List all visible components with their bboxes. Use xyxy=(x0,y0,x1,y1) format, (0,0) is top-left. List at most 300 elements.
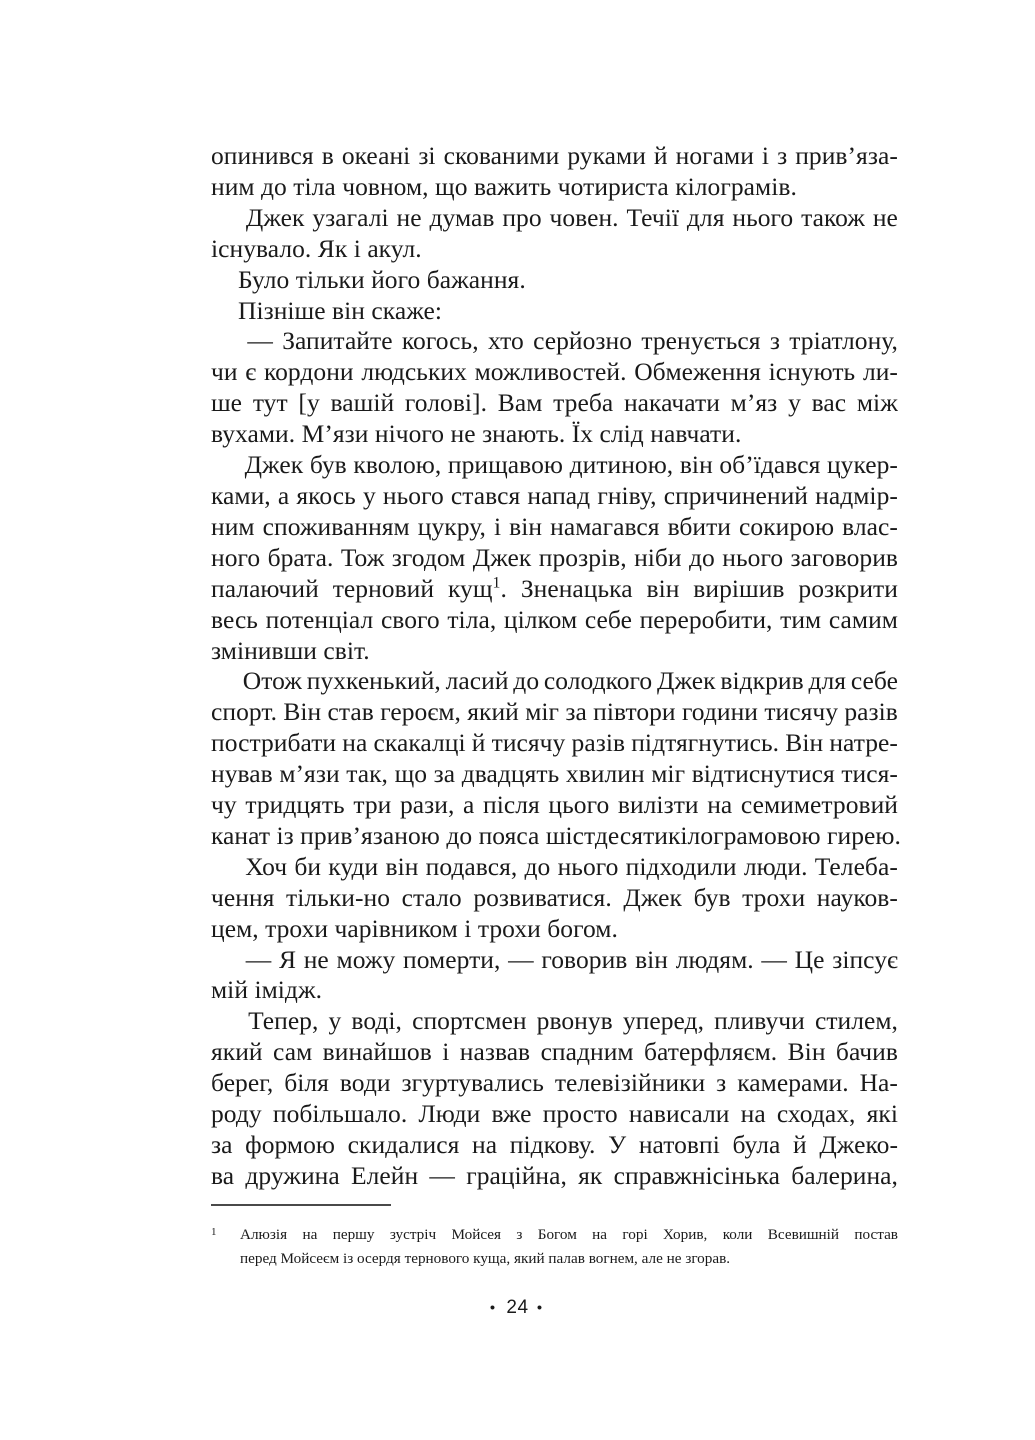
word: ками, xyxy=(211,480,271,510)
word: Було xyxy=(238,264,290,294)
paragraph xyxy=(211,1006,898,1191)
word: говорив xyxy=(541,944,628,974)
paragraph-indent xyxy=(211,203,238,234)
word: Це xyxy=(794,944,825,974)
word: формою xyxy=(245,1130,336,1159)
word: і xyxy=(464,913,472,943)
word: зустріч xyxy=(389,1226,437,1243)
word: тися- xyxy=(841,759,898,789)
word: винайшов xyxy=(322,1037,432,1067)
word: кілограмів. xyxy=(675,171,797,201)
word: трохи xyxy=(265,913,329,943)
word: роду xyxy=(211,1099,262,1129)
word: рвонув xyxy=(536,1006,613,1036)
word: куща, xyxy=(473,1250,511,1267)
text-line xyxy=(211,326,898,357)
word: Джек xyxy=(245,202,305,232)
word: вже xyxy=(491,1099,532,1129)
footnote-reference[interactable]: 1 xyxy=(492,574,501,592)
word: весь xyxy=(211,604,258,634)
word: [у xyxy=(298,388,320,418)
word: для xyxy=(808,666,847,696)
word: підходили xyxy=(625,851,737,881)
word: а xyxy=(277,480,290,510)
word: нього xyxy=(722,542,784,572)
word: важить xyxy=(473,171,552,201)
word: з xyxy=(516,1226,523,1243)
word: разів xyxy=(571,728,626,758)
word: сам xyxy=(273,1037,313,1067)
word: когось, xyxy=(401,326,479,356)
word: цем, xyxy=(211,913,259,943)
word: спричинений xyxy=(663,480,809,510)
word: також xyxy=(801,202,865,232)
word: богом. xyxy=(547,913,618,943)
word: Хоч xyxy=(245,851,288,881)
word: Телеба- xyxy=(814,851,898,881)
word: знають. xyxy=(482,419,566,449)
text-line xyxy=(211,172,898,203)
word: цього xyxy=(548,790,610,820)
word: м’язи xyxy=(279,759,340,789)
word: прищавою xyxy=(447,450,563,480)
word: тернового xyxy=(404,1250,470,1267)
text-line xyxy=(211,388,898,419)
word: стало xyxy=(401,882,462,912)
text-line xyxy=(211,512,898,543)
text-line xyxy=(211,790,898,821)
paragraph-indent xyxy=(211,450,238,481)
word: як xyxy=(578,1160,603,1190)
word: Богом xyxy=(537,1226,577,1243)
word: потенціал xyxy=(265,604,374,634)
word: не xyxy=(396,202,422,232)
word: Я xyxy=(278,944,297,974)
word: себе xyxy=(584,604,632,634)
word: осердя xyxy=(357,1250,401,1267)
text-line xyxy=(211,605,898,636)
page-number-value: 24 xyxy=(506,1297,529,1318)
word: кордони xyxy=(263,357,354,387)
word: що xyxy=(435,171,468,201)
word: за xyxy=(433,759,456,789)
word: першу xyxy=(332,1226,375,1243)
word: опинився xyxy=(211,141,314,170)
word: існують xyxy=(768,357,856,387)
text-line xyxy=(211,1099,898,1130)
word: скаже: xyxy=(371,295,443,325)
word: якось xyxy=(296,480,356,510)
text-line xyxy=(211,914,898,945)
word: імідж. xyxy=(254,975,323,1005)
footnote-block xyxy=(211,1204,898,1271)
word: прив’яза- xyxy=(795,141,898,170)
word: тридцять xyxy=(245,790,345,820)
word: ли- xyxy=(862,357,898,387)
word: трохи xyxy=(742,882,806,912)
word: спортсмен xyxy=(412,1006,527,1036)
footnote-lines xyxy=(240,1223,898,1271)
word: бажання. xyxy=(426,264,526,294)
word: надмір- xyxy=(815,480,898,510)
word: на xyxy=(592,1226,608,1243)
word: у xyxy=(328,1006,342,1036)
word: його xyxy=(371,264,421,294)
word: серйозно xyxy=(533,326,633,356)
word: солодкого xyxy=(543,666,653,696)
word: тут xyxy=(252,388,288,418)
word: можу xyxy=(336,944,396,974)
text-line xyxy=(211,234,898,265)
word: пухкенький, xyxy=(306,666,441,696)
word: гирею. xyxy=(827,820,901,850)
word: підтягнутись. xyxy=(631,728,780,758)
word: не xyxy=(303,944,329,974)
text-line xyxy=(211,728,898,759)
word: об’їдався xyxy=(719,450,821,480)
word: самим xyxy=(828,604,898,634)
word: хто xyxy=(487,326,524,356)
text-line xyxy=(211,141,898,172)
word: тріатлону, xyxy=(789,326,898,356)
word: Запитайте xyxy=(282,326,393,356)
word: Як xyxy=(317,233,348,263)
paragraph xyxy=(211,666,901,851)
word: камерами. xyxy=(737,1068,849,1098)
word: думав xyxy=(429,202,495,232)
word: рази, xyxy=(399,790,455,820)
word: ним xyxy=(211,511,255,541)
word: просто xyxy=(542,1099,618,1129)
word: себе xyxy=(850,666,898,696)
word: вогнем, xyxy=(588,1250,638,1267)
word: переробити, xyxy=(639,604,773,634)
word: чу xyxy=(211,790,237,820)
word: ним xyxy=(211,171,255,201)
word: нього xyxy=(382,480,444,510)
word: нічого xyxy=(374,419,445,449)
word: з xyxy=(769,326,780,356)
text-line xyxy=(211,481,898,512)
word: на xyxy=(707,790,733,820)
word: біля xyxy=(284,1068,329,1098)
word: Він xyxy=(283,697,322,727)
word: на xyxy=(740,1099,766,1129)
word: Джек xyxy=(244,450,304,480)
word: людських xyxy=(361,357,467,387)
word: ласий xyxy=(445,666,509,696)
text-line xyxy=(211,1037,898,1068)
text-line xyxy=(211,945,898,976)
word: Джек xyxy=(472,542,532,572)
page-number xyxy=(0,1297,1035,1319)
word: міг xyxy=(525,697,560,727)
word: ва xyxy=(211,1160,235,1190)
text-line xyxy=(211,1006,898,1037)
word: телевізійники xyxy=(554,1068,706,1098)
word: Пізніше xyxy=(238,295,326,325)
word: постав xyxy=(854,1226,898,1243)
word: слід xyxy=(599,419,644,449)
word: уперед, xyxy=(622,1006,704,1036)
word: Елейн xyxy=(350,1160,419,1190)
word: човном, xyxy=(342,171,429,201)
word: і xyxy=(442,1037,450,1067)
word: свого xyxy=(380,604,440,634)
word: води xyxy=(339,1068,391,1098)
word: існувало. xyxy=(211,233,312,263)
word: назвав xyxy=(459,1037,531,1067)
word: згодом xyxy=(391,542,466,572)
word: Обмеження xyxy=(634,357,761,387)
paragraph-indent xyxy=(211,326,238,357)
word: і xyxy=(353,233,361,263)
word: став xyxy=(327,697,374,727)
word: разів xyxy=(844,697,898,727)
word: й xyxy=(471,728,486,758)
word: він xyxy=(679,450,713,480)
text-line xyxy=(211,450,898,481)
word: берег, xyxy=(211,1068,274,1098)
text-line xyxy=(211,636,898,667)
word: бачив xyxy=(835,1037,898,1067)
word: Всевишній xyxy=(767,1226,840,1243)
word: побільшало. xyxy=(272,1099,408,1129)
text-line xyxy=(211,883,898,914)
word: Вам xyxy=(497,388,543,418)
word: куди xyxy=(328,851,379,881)
word: скакалці xyxy=(373,728,466,758)
word: скованими xyxy=(443,141,560,170)
word: на xyxy=(302,1226,318,1243)
word: до xyxy=(689,542,715,572)
word: натре- xyxy=(829,728,898,758)
word: був xyxy=(309,450,347,480)
word: стилем, xyxy=(814,1006,898,1036)
word: Алюзія xyxy=(240,1226,288,1243)
word: подався, xyxy=(425,851,518,881)
paragraph xyxy=(211,141,898,203)
word: пострибати xyxy=(211,728,337,758)
word: вашій xyxy=(330,388,395,418)
word: відтиснутися xyxy=(691,759,835,789)
paragraph-indent xyxy=(211,265,238,296)
word: між xyxy=(856,388,898,418)
word: тисячу xyxy=(764,697,839,727)
body-text-column xyxy=(211,141,901,1192)
text-line xyxy=(211,759,898,790)
word: тим xyxy=(780,604,822,634)
word: за xyxy=(211,1130,233,1159)
word: воді, xyxy=(351,1006,402,1036)
word: тільки-но xyxy=(286,882,391,912)
word: гніву, xyxy=(597,480,657,510)
word: тільки xyxy=(295,264,365,294)
word: вилізти xyxy=(617,790,699,820)
word: Тож xyxy=(340,542,385,572)
word: не xyxy=(666,1250,682,1267)
word: семиметровий xyxy=(740,790,898,820)
word: Мойсеєм xyxy=(280,1250,340,1267)
word: Зненацька xyxy=(520,573,633,603)
word: терновий xyxy=(332,573,435,603)
word: тіла xyxy=(293,171,336,201)
text-line xyxy=(211,357,898,388)
word: Течії xyxy=(626,202,680,232)
word: пояса xyxy=(478,820,540,850)
paragraph-indent xyxy=(211,296,238,327)
word: нував xyxy=(211,759,273,789)
word: цілком xyxy=(503,604,578,634)
footnote-separator-rule xyxy=(211,1204,391,1206)
text-line xyxy=(211,419,898,450)
text-line xyxy=(211,296,898,327)
word: ного xyxy=(211,542,261,572)
word: він xyxy=(509,511,543,541)
word: у xyxy=(362,480,376,510)
word: Він xyxy=(785,728,824,758)
word: вирішив xyxy=(693,573,785,603)
word: На- xyxy=(859,1068,898,1098)
word: півтори xyxy=(593,697,676,727)
word: до xyxy=(524,851,551,881)
text-line xyxy=(211,203,898,234)
word: дружина xyxy=(245,1160,340,1190)
word: але xyxy=(641,1250,663,1267)
word: споживанням xyxy=(262,511,410,541)
word: Джек xyxy=(657,666,716,696)
word: які xyxy=(866,1099,898,1129)
footnote-body xyxy=(211,1223,898,1271)
word: й xyxy=(653,141,668,170)
word: згорав. xyxy=(685,1250,731,1267)
word: накачати xyxy=(623,388,720,418)
word: Мойсея xyxy=(451,1226,501,1243)
word: справжнісінька xyxy=(613,1160,780,1190)
text-line xyxy=(211,975,898,1006)
text-line xyxy=(211,1161,898,1192)
word: була xyxy=(732,1130,781,1159)
word: тренується xyxy=(641,326,761,356)
word: заговорив xyxy=(790,542,898,572)
word: нависали xyxy=(628,1099,730,1129)
word: про xyxy=(502,202,542,232)
text-line xyxy=(240,1223,898,1247)
word: зі xyxy=(418,141,436,170)
word: руками xyxy=(567,141,646,170)
word: — xyxy=(247,326,273,356)
word: кволою, xyxy=(353,450,442,480)
paragraph xyxy=(211,945,898,1007)
word: стався xyxy=(450,480,521,510)
word: не xyxy=(450,419,476,449)
word: голові]. xyxy=(404,388,488,418)
word: треба xyxy=(553,388,614,418)
word: на xyxy=(472,1130,498,1159)
word: акул. xyxy=(367,233,422,263)
word: із xyxy=(342,1250,354,1267)
word: він xyxy=(635,944,668,974)
word: — xyxy=(245,944,272,974)
word: з xyxy=(716,1068,727,1098)
word: Тепер, xyxy=(248,1006,319,1036)
word: вас xyxy=(811,388,847,418)
word: який xyxy=(467,697,519,727)
word: — xyxy=(761,944,787,974)
word: океані xyxy=(341,141,411,170)
paragraph-indent xyxy=(211,666,238,697)
word: М’язи xyxy=(301,419,369,449)
paragraph xyxy=(211,296,898,327)
word: із xyxy=(276,820,294,850)
word: згуртувались xyxy=(401,1068,544,1098)
word: напад xyxy=(527,480,591,510)
word: науков- xyxy=(816,882,898,912)
word: трохи xyxy=(477,913,541,943)
text-line xyxy=(211,265,898,296)
word: натовпі xyxy=(638,1130,720,1159)
text-line xyxy=(240,1247,898,1271)
word: кущ$^1$. xyxy=(447,573,507,603)
text-line xyxy=(211,820,901,852)
paragraph-indent xyxy=(211,1006,238,1037)
paragraph xyxy=(211,326,898,450)
paragraph-indent xyxy=(211,852,238,883)
word: палав xyxy=(548,1250,585,1267)
word: світ. xyxy=(323,635,370,665)
word: розкрити xyxy=(798,573,898,603)
word: що xyxy=(394,759,428,789)
word: і xyxy=(493,511,502,541)
word: після xyxy=(483,790,540,820)
word: — xyxy=(508,944,534,974)
word: години xyxy=(681,697,758,727)
word: розвиватися. xyxy=(473,882,612,912)
word: так, xyxy=(346,759,388,789)
word: двадцять xyxy=(461,759,560,789)
word: дитиною, xyxy=(569,450,674,480)
word: міг xyxy=(651,759,686,789)
word: спорт. xyxy=(211,697,278,727)
word: померти, xyxy=(403,944,501,974)
word: намагався xyxy=(550,511,660,541)
word: він xyxy=(646,573,680,603)
word: палаючий xyxy=(211,573,319,603)
word: навчати. xyxy=(650,419,742,449)
page-number-ornament-right: • xyxy=(536,1299,546,1317)
word: який xyxy=(211,1037,263,1067)
word: вбити xyxy=(667,511,731,541)
word: підкову. xyxy=(509,1130,596,1159)
word: а xyxy=(463,790,475,820)
word: прив’язаною xyxy=(300,820,440,850)
text-line xyxy=(211,1130,898,1161)
word: чарівником xyxy=(334,913,458,943)
text-line xyxy=(211,1068,898,1099)
word: з xyxy=(777,141,788,170)
word: чи xyxy=(211,357,238,387)
word: зіпсує xyxy=(832,944,898,974)
word: люди. xyxy=(743,851,808,881)
word: коли xyxy=(722,1226,753,1243)
word: Джек xyxy=(623,882,682,912)
word: ніби xyxy=(634,542,682,572)
word: Він xyxy=(787,1037,826,1067)
word: Отож xyxy=(242,666,302,696)
paragraph xyxy=(211,203,898,265)
paragraph-indent xyxy=(211,945,238,976)
paragraph xyxy=(211,265,898,296)
